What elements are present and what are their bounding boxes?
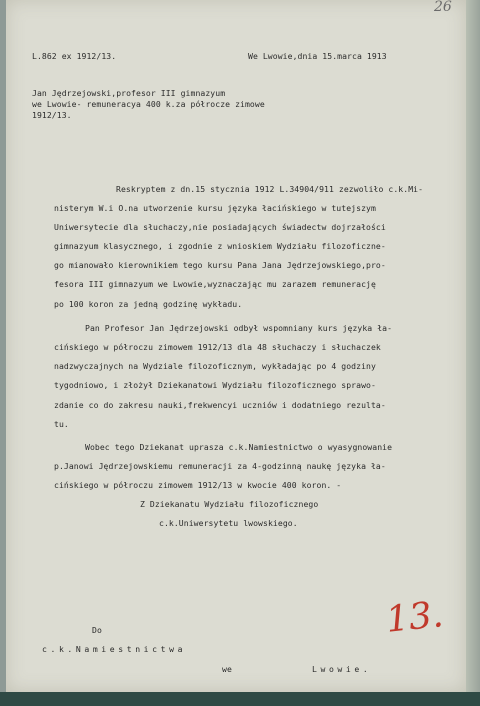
body-line: cińskiego w półroczu zimowem 1912/13 w kwocie 400 koron. - [54, 480, 342, 490]
page-edge-right [466, 0, 480, 692]
body-line: p.Janowi Jędrzejowskiemu remuneracji za 4-godzinną naukę języka ła- [54, 461, 386, 471]
page-edge-bottom [0, 692, 480, 706]
subject-line: we Lwowie- remuneracya 400 k.za półrocze zimowe [32, 99, 265, 109]
body-line: po 100 koron za jedną godzinę wykładu. [54, 299, 243, 309]
addressee-city: Lwowie. [312, 664, 372, 674]
page-number-red: 13. [384, 594, 446, 641]
body-line: Pan Profesor Jan Jędrzejowski odbył wspomniany kurs języka ła- [85, 323, 393, 333]
body-line: zdanie co do zakresu nauki,frekwencyi uczniów i dodatniego rezulta- [54, 400, 386, 410]
closing-line: c.k.Uniwersytetu lwowskiego. [159, 518, 298, 528]
body-line: gimnazyum klasycznego, i zgodnie z wnioskiem Wydziału filozoficzne- [54, 241, 386, 251]
body-line: go mianowało kierownikiem tego kursu Pana Jana Jędrzejowskiego,pro- [54, 260, 386, 270]
body-line: fesora III gimnazyum we Lwowie,wyznaczając mu zarazem remunerację [54, 279, 376, 289]
folio-number: 26 [434, 0, 452, 15]
body-line: Wobec tego Dziekanat uprasza c.k.Namiestnictwo o wyasygnowanie [85, 442, 393, 452]
body-line: tu. [54, 419, 69, 429]
body-line: tygodniowo, i złożył Dziekanatowi Wydziału filozoficznego sprawo- [54, 380, 376, 390]
body-line: nisterym W.i O.na utworzenie kursu języka łacińskiego w tutejszym [54, 203, 376, 213]
subject-line: Jan Jędrzejowski,profesor III gimnazyum [32, 88, 226, 98]
addressee-we: we [222, 664, 232, 674]
body-line: Reskryptem z dn.15 stycznia 1912 L.34904/911 zezwoliło c.k.Mi- [116, 184, 424, 194]
body-line: cińskiego w półroczu zimowem 1912/13 dla 48 słuchaczy i słuchaczek [54, 342, 381, 352]
subject-line: 1912/13. [32, 110, 72, 120]
closing-line: Z Dziekanatu Wydziału filozoficznego [140, 499, 319, 509]
addressee-office: c.k.Namiestnictwa [42, 644, 187, 654]
reference-number: L.862 ex 1912/13. [32, 51, 117, 61]
addressee-do: Do [92, 625, 102, 635]
body-line: Uniwersytecie dla słuchaczy,nie posiadających świadectw dojrzałości [54, 222, 386, 232]
place-and-date: We Lwowie,dnia 15.marca 1913 [248, 51, 387, 61]
body-line: nadzwyczajnych na Wydziale filozoficznym, wykładając po 4 godziny [54, 361, 376, 371]
